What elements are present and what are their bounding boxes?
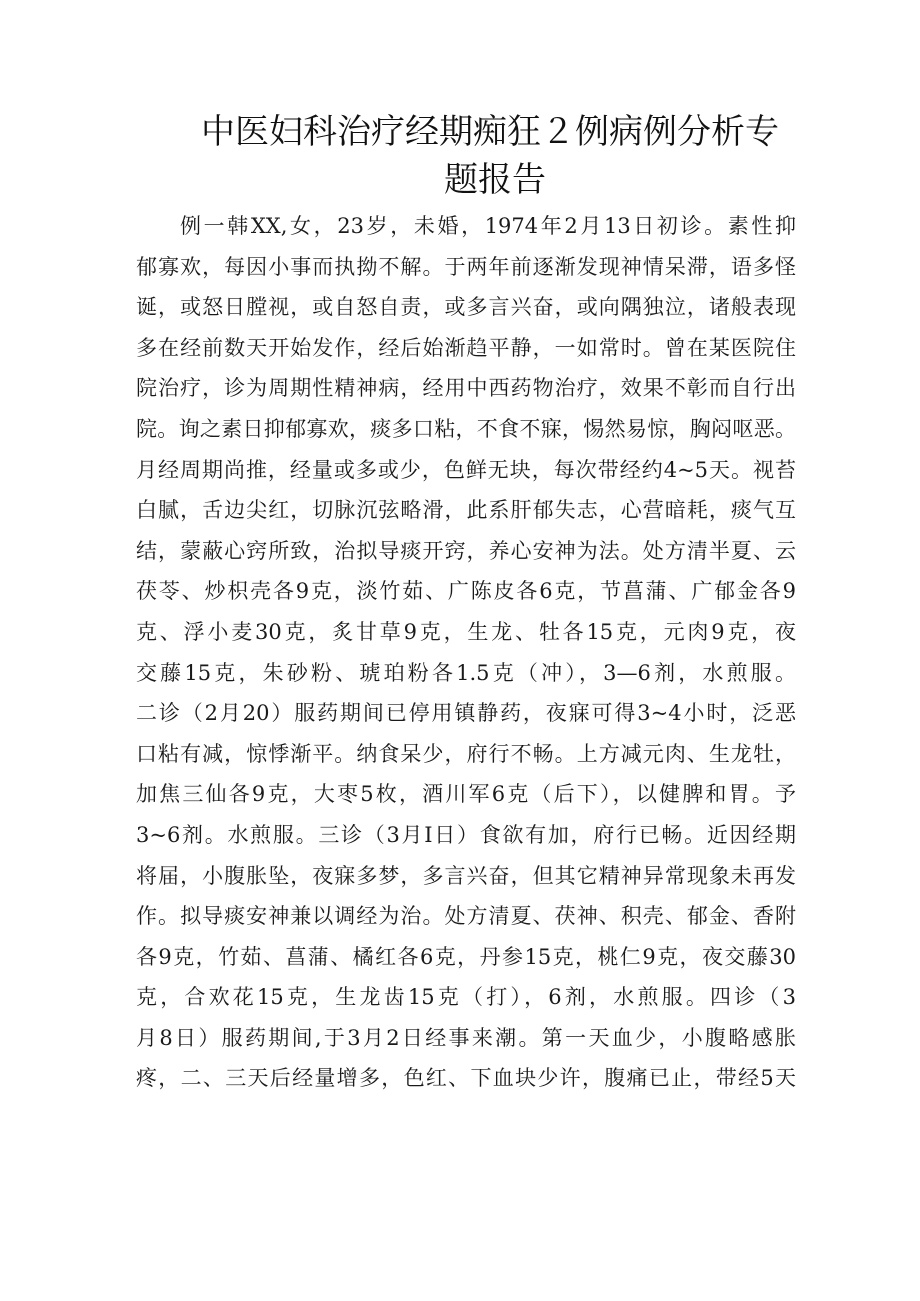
body-line: 郁寡欢，每因小事而执拗不解。于两年前逐渐发现神情呆滞，语多怪 — [136, 254, 796, 279]
body-line: 院治疗，诊为周期性精神病，经用中西药物治疗，效果不彰而自行出 — [136, 376, 796, 401]
body-line: 多在经前数天开始发作，经后始渐趋平静，一如常时。曾在某医院住 — [136, 335, 796, 360]
title-line-2: 题报告 — [444, 160, 546, 200]
body-line: 疼，二、三天后经量增多，色红、下血块少许，腹痛已止，带经5天 — [136, 1066, 796, 1091]
body-line: 作。拟导痰安神兼以调经为治。处方清夏、茯神、积壳、郁金、香附 — [136, 904, 796, 929]
body-line: 各9克，竹茹、菖蒲、橘红各6克，丹参15克，桃仁9克，夜交藤30 — [136, 944, 796, 969]
body-line: 院。询之素日抑郁寡欢，痰多口粘，不食不寐，惕然易惊，胸闷呕恶。 — [136, 416, 796, 441]
body-line: 3~6剂。水煎服。三诊（3月I日）食欲有加，府行已畅。近因经期 — [136, 822, 796, 847]
body-line: 白腻，舌边尖红，切脉沉弦略滑，此系肝郁失志，心营暗耗，痰气互 — [136, 498, 796, 523]
document-body — [136, 206, 796, 1099]
body-line: 将届，小腹胀坠，夜寐多梦，多言兴奋，但其它精神异常现象未再发 — [136, 863, 796, 888]
body-line: 结，蒙蔽心窍所致，治拟导痰开窍，养心安神为法。处方清半夏、云 — [136, 538, 796, 563]
body-line: 加焦三仙各9克，大枣5枚，酒川军6克（后下），以健脾和胃。予 — [136, 782, 796, 807]
body-line: 月8日）服药期间,于3月2日经事来潮。第一天血少，小腹略感胀 — [136, 1025, 796, 1050]
title-line-1: 中医妇科治疗经期痴狂２例病例分析专 — [201, 112, 779, 152]
body-line: 诞，或怒日膛视，或自怒自责，或多言兴奋，或向隅独泣，诸般表现 — [136, 295, 796, 320]
body-line: 月经周期尚推，经量或多或少，色鲜无块，每次带经约4~5天。视苔 — [136, 457, 796, 482]
body-line: 克、浮小麦30克，炙甘草9克，生龙、牡各15克，元肉9克，夜 — [136, 619, 796, 644]
body-line: 茯苓、炒枳壳各9克，淡竹茹、广陈皮各6克，节菖蒲、广郁金各9 — [136, 579, 796, 604]
body-line: 交藤15克，朱砂粉、琥珀粉各1.5克（冲），3—6剂，水煎服。 — [136, 660, 796, 685]
document-title — [150, 108, 830, 204]
body-line: 例一韩XX,女，23岁，未婚，1974年2月13日初诊。素性抑 — [180, 214, 796, 238]
body-line: 口粘有减，惊悸渐平。纳食呆少，府行不畅。上方减元肉、生龙牡， — [136, 741, 796, 766]
body-line: 克，合欢花15克，生龙齿15克（打），6剂，水煎服。四诊（3 — [136, 985, 796, 1010]
body-line: 二诊（2月20）服药期间已停用镇静药，夜寐可得3~4小时，泛恶 — [136, 701, 796, 726]
